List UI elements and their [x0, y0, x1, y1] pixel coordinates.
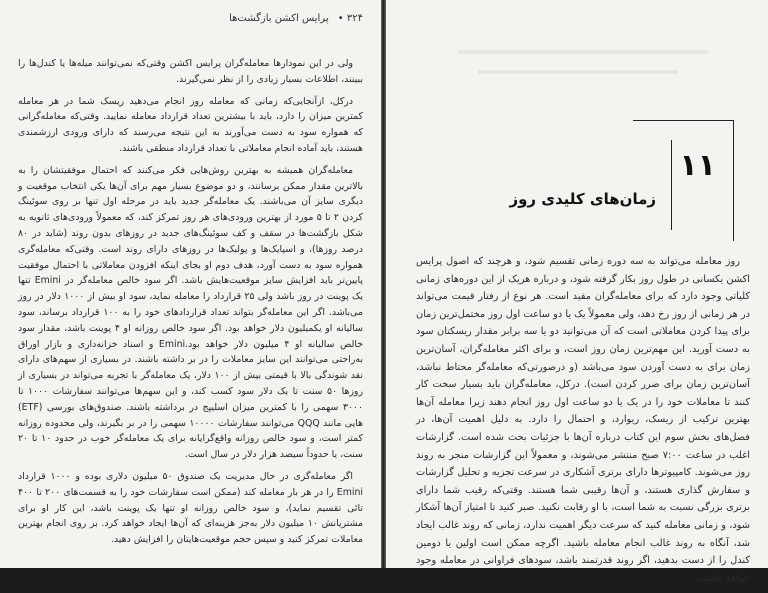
- left-page: [0, 0, 381, 568]
- bleed-through-texture: [458, 40, 708, 90]
- paragraph: اگر معامله‌گری در حال مدیریت یک صندوق ۵۰ میلیون دلاری بوده و ۱۰۰۰ قرارداد Emini را در هر بار معامله کند (ممکن است سفارشات خود را به قسمت‌های ۲۰۰ تا ۴۰۰ تائی تقسیم نماید)، و سود خالص روزانه او تنها یک پوینت باشد، این کار او برای مشتریانش ۱۰ میلیون دلار به‌جز هزینه‌ای که آن‌ها ایجاد خواهد کرد. بر روی انجام بهترین معاملات تمرکز کنید و سپس حجم موقعیت‌هایتان را افزایش دهید.: [18, 470, 363, 546]
- paragraph: درکل، ازآنجایی‌که زمانی که معامله روز انجام می‌دهید ریسک شما در هر معامله کمترین میزان را دارد، باید با بیشترین تعداد قرارداد معامله نمایید. وقتی‌که معامله‌گرانی که همواره سود به دست می‌آورند به این نتیجه می‌رسند که دارای ورودی ارزشمندی هستند، باید آماده انجام معاملاتی با تعداد قرارداد منطقی باشند.: [18, 95, 363, 154]
- right-page: [386, 0, 768, 584]
- left-body-text: [18, 56, 363, 554]
- chapter-title: زمان‌های کلیدی روز: [509, 190, 656, 208]
- paragraph: معامله‌گران همیشه به بهترین روش‌هایی فکر می‌کنند که احتمال موفقیتشان را به بالاترین مقدار ممکن برسانند، و دو موضوع بسیار مهم برای آن‌ها یکی انتخاب موقعیت و دیگری سایز آن می‌باشند. یک معامله‌گر جدید باید در مرحله اول تنها بر روی سوئینگ کردن ۲ تا ۵ مورد از بهترین ورودی‌های هر روز تمرکز کند، که معمولاً ورودی‌های ثانویه به شکل بازگشت‌ها در سقف و کف سوئینگ‌های جدید در روزهای بدون روند (شاید در ۸۰ درصد روزها)، و اسپایک‌ها و پولبک‌ها در روزهای دارای روند است. وقتی‌که معامله‌گری همواره سود به دست آورد، هدف دوم او بجای اینکه افزودن معاملاتی با احتمال موفقیت پایین‌تر باید افزایش سایز موقعیت‌هایش باشد. اگر سود خالص معامله‌گر در Emini تنها یک پوینت در روز باشد ولی ۲۵ قرارداد را معامله نماید، سود او بیش از ۱۰۰۰ دلار در روز می‌باشد. اگر این معامله‌گر بتواند تعداد قراردادهای خود را به ۱۰۰ قرارداد برساند، سود سالیانه او یکمیلیون دلار خواهد بود. اگر سود خالص روزانه او ۴ پوینت باشد، مقدار سود خالص سالیانه او ۴ میلیون دلار خواهد بود.Emini و اسناد خزانه‌داری و بازار اوراق به‌راحتی می‌توانند این سایز معاملات را در بر داشته باشند. در بسیاری از سهم‌های دارای نقد شوندگی بالا با قیمتی بیش از ۱۰۰ دلار، یک معامله‌گر با تجربه می‌تواند در بسیاری از روزها ۵۰ سنت تا یک دلار سود کسب کند، و این سهم‌ها می‌توانند سفارشات ۱۰۰۰ تا ۳۰۰۰ سهمی را با کمترین میزان اسلیپج در برداشته باشند. صندوق‌های بورسی (ETF) هایی مانند QQQ می‌توانند سفارشات ۱۰۰۰۰ سهمی را در بر بگیرند، ولی محدوده روزانه کمتر است، و سود خالص روزانه واقع‌گرایانه برای یک معامله‌گر خوب در حدود ۱۰ تا ۲۰ سنت، یا حدوداً سیصد هزار دلار در سال است.: [18, 164, 363, 461]
- paragraph: روز معامله می‌تواند به سه دوره زمانی تقسیم شود، و هرچند که اصول پرایس اکشن یکسانی در طول روز بکار گرفته شود، و درباره هریک از این دوره‌های زمانی کلیاتی وجود دارد که برای معامله‌گران مفید است. هر نوع از رفتار قیمت می‌تواند در هر زمانی از روز رخ دهد، ولی معمولاً یک یا دو ساعت اول روز مختمل‌ترین زمان برای پیدا کردن معاملاتی است که آن می‌توانید دو یا سه برابر مقدار ریسکتان سود به دست آورید. این مهم‌ترین زمان روز است، و برای اکثر معامله‌گران، آسان‌ترین زمان برای به دست آوردن سود می‌باشد (و درصورتی‌که معامله‌گر محتاط نباشد، آسان‌ترین زمان برای ضرر کردن است). درکل، معامله‌گران باید بسیار سخت کار کنند تا معاملات خود را در یک یا دو ساعت اول روز انجام دهند زیرا معامله آن‌ها بهترین ترکیب از ریسک، ریوارد، و احتمال را دارد. به دلیل اهمیت آن‌ها، در فصل‌های بخش سوم این کتاب درباره آن‌ها با جزئیات بحث شده است. گزارشات اغلب در ساعت ۷:۰۰ صبح منتشر می‌شوند، و معمولاً این گزارشات منجر به روند روز می‌شوند. کامپیوترها دارای برتری آشکاری در سرعت تجزیه و تحلیل گزارشات و سفارش گذاری هستند، و آن‌ها رقیبی شما هستند. وقتی‌که رقیب شما دارای برتری بزرگی نسبت به شما است، با او رقابت نکنید. صبر کنید تا امتیاز آن‌ها آشکار شود، و زمانی معامله کنید که سرعت دیگر اهمیت ندارد، زمانی که روند غالب ایجاد شد، آنگاه به روند غالب انجام معامله باشید. اگرچه ممکن است اولین یا دومین کندل را از دست بدهید، اگر روند قدرتمند باشد، سودهای فراوانی در معامله وجود خواهد داشت.: [416, 256, 750, 584]
- running-header: [18, 13, 363, 29]
- page-number: ۳۲۴ •: [337, 13, 363, 24]
- right-body-text: [416, 253, 750, 593]
- chapter-divider: [671, 140, 673, 230]
- paragraph: ولی در این نمودارها معامله‌گران پرایس اکشن وقتی‌که نمی‌توانند میله‌ها یا کندل‌ها را ببینند، اطلاعات بسیار زیادی را از نظر نمی‌گیرند.: [18, 58, 363, 85]
- chapter-number: ۱۱: [679, 148, 716, 183]
- header-title: پرایس اکشن بازگشت‌ها: [229, 13, 329, 24]
